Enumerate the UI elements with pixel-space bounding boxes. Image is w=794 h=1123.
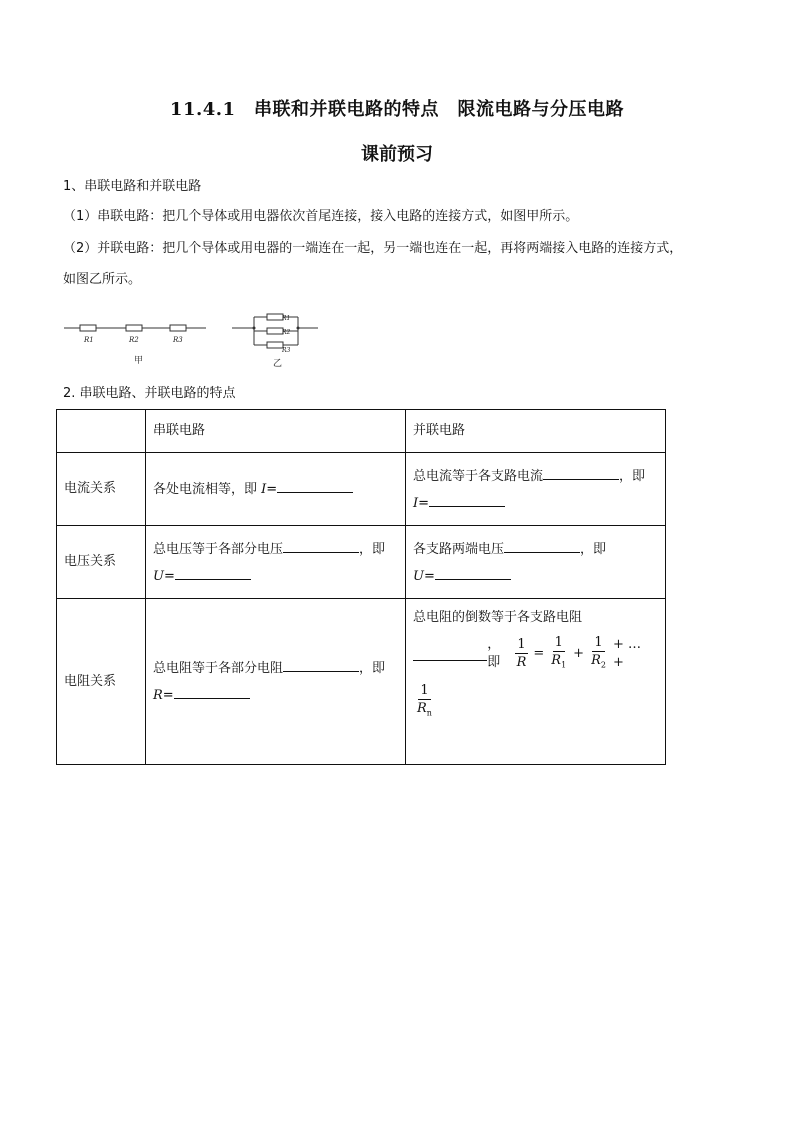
answer-blank[interactable] — [283, 658, 359, 672]
series-label-r2: R2 — [129, 336, 139, 344]
section1-item2-line2: 如图乙所示。 — [63, 272, 142, 287]
row-label-voltage: 电压关系 — [57, 526, 146, 599]
table-row-resistance — [57, 599, 666, 765]
parallel-caption: 乙 — [273, 359, 283, 369]
fraction-1-over-r1: $\frac{1}{R_1}$ — [551, 635, 567, 670]
fraction-1-over-rn: $\frac{1}{R_n}$ — [417, 682, 432, 718]
cell-voltage-parallel: 各支路两端电压 ，即 U= — [406, 526, 666, 599]
table-header-series: 串联电路 — [146, 410, 406, 453]
cell-voltage-series: 总电压等于各部分电压 ，即 U= — [146, 526, 406, 599]
page-subtitle: 课前预习 — [361, 144, 433, 165]
series-label-r1: R1 — [84, 336, 94, 344]
series-caption: 甲 — [134, 356, 144, 366]
parallel-resistor-r2 — [267, 328, 283, 334]
table-row-voltage — [57, 526, 666, 599]
cell-resistance-parallel: 总电阻的倒数等于各支路电阻 ，即 $\frac{1}{R}$ = $\frac{1}{R_1}$ + $\frac{1}{R_2}$ + … + $\frac{1}{R_n}$ — [406, 599, 666, 765]
fraction-1-over-r2: $\frac{1}{R_2}$ — [591, 635, 606, 670]
circuit-figure — [60, 305, 325, 371]
series-resistor-r2 — [126, 325, 142, 331]
parallel-circuit — [232, 314, 318, 348]
table-row-current — [57, 453, 666, 526]
parallel-resistor-r1 — [267, 314, 283, 320]
parallel-resistor-r3 — [267, 342, 283, 348]
parallel-label-r1: R1 — [282, 315, 291, 322]
cell-resistance-series: 总电阻等于各部分电阻 ，即 R= — [146, 599, 406, 765]
row-label-resistance: 电阻关系 — [57, 599, 146, 765]
table-header-row — [57, 410, 666, 453]
answer-blank[interactable] — [175, 566, 251, 580]
answer-blank[interactable] — [277, 479, 353, 493]
series-circuit — [64, 325, 206, 331]
parallel-label-r3: R3 — [282, 347, 291, 354]
answer-blank[interactable] — [283, 539, 359, 553]
answer-blank[interactable] — [543, 466, 619, 480]
page-title: 11.4.1 串联和并联电路的特点 限流电路与分压电路 — [169, 99, 625, 120]
series-resistor-r1 — [80, 325, 96, 331]
section1-item2-line1: （2）并联电路：把几个导体或用电器的一端连在一起，另一端也连在一起，再将两端接入电路的连接方式， — [63, 241, 683, 256]
answer-blank[interactable] — [435, 566, 511, 580]
fraction-1-over-r: $\frac{1}{R}$ — [516, 637, 527, 671]
cell-current-series: 各处电流相等，即 I= — [146, 453, 406, 526]
answer-blank[interactable] — [174, 685, 250, 699]
series-label-r3: R3 — [173, 336, 183, 344]
answer-blank[interactable] — [413, 647, 487, 661]
section1-heading: 1、串联电路和并联电路 — [63, 179, 202, 194]
answer-blank[interactable] — [429, 493, 505, 507]
section2-heading: 2. 串联电路、并联电路的特点 — [63, 386, 236, 401]
characteristics-table — [56, 409, 666, 765]
table-header-empty — [57, 410, 146, 453]
cell-current-parallel: 总电流等于各支路电流 ，即 I= — [406, 453, 666, 526]
table-header-parallel: 并联电路 — [406, 410, 666, 453]
series-resistor-r3 — [170, 325, 186, 331]
parallel-label-r2: R2 — [282, 329, 291, 336]
parallel-resistance-formula: ，即 $\frac{1}{R}$ = $\frac{1}{R_1}$ + $\frac{1}{R_2}$ + … + — [413, 635, 658, 673]
row-label-current: 电流关系 — [57, 453, 146, 526]
section1-item1: （1）串联电路：把几个导体或用电器依次首尾连接，接入电路的连接方式，如图甲所示。 — [63, 209, 579, 224]
answer-blank[interactable] — [504, 539, 580, 553]
